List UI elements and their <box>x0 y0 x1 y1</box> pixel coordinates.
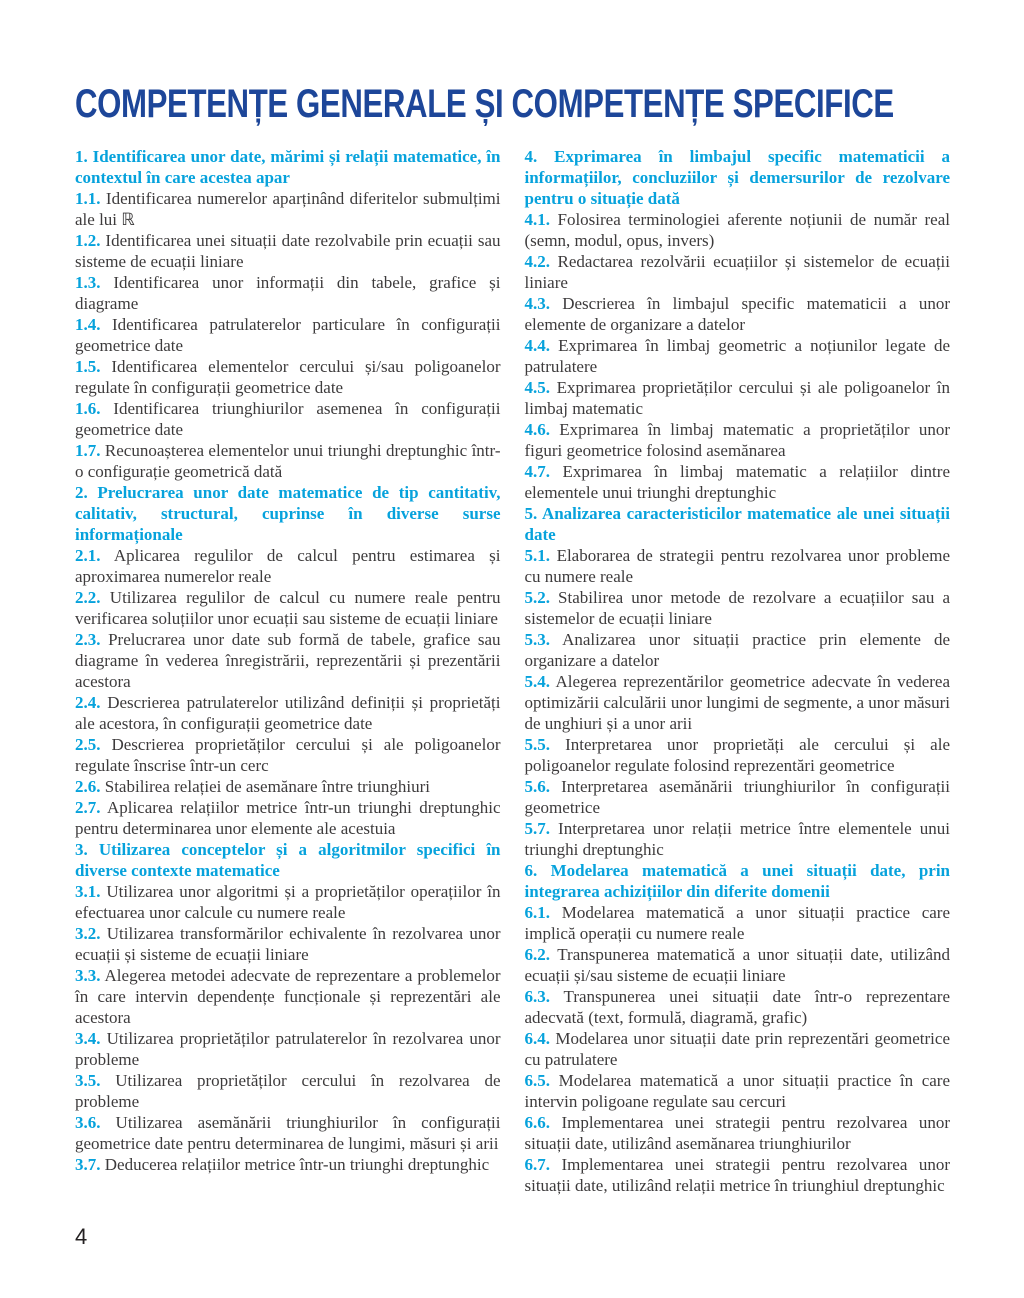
competence-section <box>525 860 951 1196</box>
item-number: 2.2. <box>75 588 101 607</box>
item-number: 1.2. <box>75 231 101 250</box>
section-heading: 1. Identificarea unor date, mărimi și relații matematice, în contextul în care acestea apar <box>75 147 501 187</box>
item-number: 1.7. <box>75 441 101 460</box>
competence-item <box>525 734 951 776</box>
competence-item <box>75 1112 501 1154</box>
item-number: 4.3. <box>524 294 550 313</box>
competence-section <box>75 839 501 1175</box>
item-text: Descrierea patrulaterelor utilizând definiții și proprietăți ale acestora, în configurații geometrice date <box>75 693 501 733</box>
competence-item <box>75 587 501 629</box>
item-text: Identificarea patrulaterelor particulare în configurații geometrice date <box>75 315 501 355</box>
competence-item <box>525 944 951 986</box>
competence-item <box>75 398 501 440</box>
item-text: Descrierea în limbajul specific matematicii a unor elemente de organizare a datelor <box>524 294 950 334</box>
competence-item <box>75 797 501 839</box>
competence-item <box>525 209 951 251</box>
competence-item <box>525 671 951 734</box>
item-number: 1.5. <box>75 357 101 376</box>
item-text: Exprimarea în limbaj geometric a noțiunilor legate de patrulatere <box>524 336 950 376</box>
item-text: Exprimarea în limbaj matematic a relațiilor dintre elementele unui triunghi dreptunghic <box>524 462 950 502</box>
competence-item <box>75 923 501 965</box>
left-column <box>75 146 501 1196</box>
item-number: 3.1. <box>75 882 101 901</box>
item-number: 6.5. <box>524 1071 550 1090</box>
item-number: 3.7. <box>75 1155 101 1174</box>
item-number: 4.1. <box>524 210 550 229</box>
item-text: Identificarea unei situații date rezolvabile prin ecuații sau sisteme de ecuații liniare <box>75 231 501 271</box>
item-text: Identificarea triunghiurilor asemenea în configurații geometrice date <box>75 399 501 439</box>
competence-section <box>75 482 501 839</box>
competence-section <box>525 503 951 860</box>
item-number: 5.6. <box>524 777 550 796</box>
item-number: 3.6. <box>75 1113 101 1132</box>
item-number: 3.4. <box>75 1029 101 1048</box>
item-text: Interpretarea unor relații metrice între elementele unui triunghi dreptunghic <box>524 819 950 859</box>
competence-item <box>75 188 501 230</box>
item-number: 2.5. <box>75 735 101 754</box>
competence-item <box>75 965 501 1028</box>
competence-item <box>525 776 951 818</box>
item-number: 6.3. <box>524 987 550 1006</box>
competence-item <box>525 1070 951 1112</box>
competence-item <box>525 629 951 671</box>
right-column <box>525 146 951 1196</box>
item-number: 2.7. <box>75 798 101 817</box>
item-number: 2.6. <box>75 777 101 796</box>
competence-item <box>525 377 951 419</box>
item-text: Utilizarea unor algoritmi și a proprietăților operațiilor în efectuarea unor calcule cu numere reale <box>75 882 501 922</box>
item-text: Descrierea proprietăților cercului și ale poligoanelor regulate înscrise într-un cerc <box>75 735 501 775</box>
item-text: Modelarea matematică a unor situații practice în care intervin poligoane regulate sau cercuri <box>524 1071 950 1111</box>
competence-item <box>525 335 951 377</box>
item-number: 4.5. <box>524 378 550 397</box>
item-number: 2.4. <box>75 693 101 712</box>
item-text: Aplicarea relațiilor metrice într-un triunghi dreptunghic pentru determinarea unor elemente ale acestuia <box>75 798 501 838</box>
competence-item <box>525 587 951 629</box>
competence-section <box>75 146 501 482</box>
competence-section <box>525 146 951 503</box>
competence-item <box>75 734 501 776</box>
competence-item <box>75 356 501 398</box>
competence-item <box>525 293 951 335</box>
item-text: Interpretarea asemănării triunghiurilor în configurații geometrice <box>524 777 950 817</box>
competence-item <box>75 1154 501 1175</box>
competence-item <box>525 461 951 503</box>
section-heading: 6. Modelarea matematică a unei situații date, prin integrarea achizițiilor din diferite domenii <box>524 861 950 901</box>
competence-item <box>525 1028 951 1070</box>
section-heading: 2. Prelucrarea unor date matematice de tip cantitativ, calitativ, structural, cuprinse în diverse surse informaționale <box>75 483 501 544</box>
item-number: 6.6. <box>524 1113 550 1132</box>
section-heading: 4. Exprimarea în limbajul specific matematicii a informațiilor, concluziilor și demersurilor de rezolvare pentru o situație dată <box>524 147 950 208</box>
item-text: Utilizarea asemănării triunghiurilor în configurații geometrice date pentru determinarea de lungimi, măsuri și arii <box>75 1113 501 1153</box>
competence-item <box>75 776 501 797</box>
item-number: 6.7. <box>524 1155 550 1174</box>
competence-item <box>75 629 501 692</box>
item-number: 1.3. <box>75 273 101 292</box>
item-text: Folosirea terminologiei aferente noțiunii de număr real (semn, modul, opus, invers) <box>524 210 950 250</box>
item-text: Stabilirea relației de asemănare între triunghiuri <box>100 777 430 796</box>
item-text: Identificarea elementelor cercului și/sau poligoanelor regulate în configurații geometrice date <box>75 357 501 397</box>
item-number: 5.5. <box>524 735 550 754</box>
item-text: Utilizarea proprietăților patrulaterelor în rezolvarea unor probleme <box>75 1029 501 1069</box>
item-text: Redactarea rezolvării ecuațiilor și sistemelor de ecuații liniare <box>524 252 950 292</box>
item-number: 5.1. <box>524 546 550 565</box>
competence-item <box>525 902 951 944</box>
item-text: Transpunerea matematică a unor situații date, utilizând ecuații și/sau sisteme de ecuații liniare <box>524 945 950 985</box>
item-text: Modelarea matematică a unor situații practice care implică operații cu numere reale <box>524 903 950 943</box>
item-text: Stabilirea unor metode de rezolvare a ecuațiilor sau a sistemelor de ecuații liniare <box>524 588 950 628</box>
competence-item <box>525 251 951 293</box>
item-text: Aplicarea regulilor de calcul pentru estimarea și aproximarea numerelor reale <box>75 546 501 586</box>
item-number: 1.6. <box>75 399 101 418</box>
item-text: Elaborarea de strategii pentru rezolvarea unor probleme cu numere reale <box>524 546 950 586</box>
item-text: Deducerea relațiilor metrice într-un triunghi dreptunghic <box>100 1155 490 1174</box>
item-text: Utilizarea transformărilor echivalente în rezolvarea unor ecuații și sisteme de ecuații liniare <box>75 924 501 964</box>
item-text: Identificarea unor informații din tabele, grafice și diagrame <box>75 273 501 313</box>
competence-item <box>75 314 501 356</box>
competence-item <box>525 545 951 587</box>
item-number: 5.2. <box>524 588 550 607</box>
item-text: Recunoașterea elementelor unui triunghi dreptunghic într-o configurație geometrică dată <box>75 441 501 481</box>
item-number: 6.4. <box>524 1029 550 1048</box>
item-number: 5.7. <box>524 819 550 838</box>
competence-item <box>525 419 951 461</box>
item-text: Identificarea numerelor aparținând diferitelor submulțimi ale lui ℝ <box>75 189 501 229</box>
page-title: COMPETENȚE GENERALE ȘI COMPETENȚE SPECIFICE <box>75 82 894 126</box>
item-text: Modelarea unor situații date prin reprezentări geometrice cu patrulatere <box>524 1029 950 1069</box>
item-text: Exprimarea proprietăților cercului și ale poligoanelor în limbaj matematic <box>524 378 950 418</box>
item-number: 2.3. <box>75 630 101 649</box>
item-number: 5.4. <box>524 672 550 691</box>
two-column-layout <box>75 146 950 1196</box>
item-text: Analizarea unor situații practice prin elemente de organizare a datelor <box>524 630 950 670</box>
item-number: 4.4. <box>524 336 550 355</box>
section-heading: 5. Analizarea caracteristicilor matematice ale unei situații date <box>524 504 950 544</box>
item-text: Alegerea reprezentărilor geometrice adecvate în vederea optimizării calculării unor lungimi de segmente, a unor măsuri de unghiuri și a unor arii <box>524 672 950 733</box>
competence-item <box>75 440 501 482</box>
item-text: Interpretarea unor proprietăți ale cercului și ale poligoanelor regulate folosind reprezentări geometrice <box>524 735 950 775</box>
item-text: Alegerea metodei adecvate de reprezentare a problemelor în care intervin dependențe funcționale și reprezentări ale acestora <box>75 966 501 1027</box>
item-number: 2.1. <box>75 546 101 565</box>
competence-item <box>525 818 951 860</box>
item-text: Utilizarea proprietăților cercului în rezolvarea de probleme <box>75 1071 501 1111</box>
item-number: 3.3. <box>75 966 101 985</box>
item-text: Implementarea unei strategii pentru rezolvarea unor situații date, utilizând asemănarea triunghiurilor <box>524 1113 950 1153</box>
competence-item <box>525 1112 951 1154</box>
item-number: 5.3. <box>524 630 550 649</box>
competence-item <box>75 545 501 587</box>
item-number: 3.2. <box>75 924 101 943</box>
competence-item <box>75 692 501 734</box>
competence-item <box>75 230 501 272</box>
competence-item <box>75 1070 501 1112</box>
competence-item <box>75 1028 501 1070</box>
item-text: Utilizarea regulilor de calcul cu numere reale pentru verificarea soluțiilor unor ecuații sau sisteme de ecuații liniare <box>75 588 501 628</box>
item-text: Transpunerea unei situații date într-o reprezentare adecvată (text, formulă, diagramă, grafic) <box>524 987 950 1027</box>
competence-item <box>75 272 501 314</box>
item-number: 1.4. <box>75 315 101 334</box>
item-text: Prelucrarea unor date sub formă de tabele, grafice sau diagrame în vederea înregistrării, reprezentării și prezentării acestora <box>75 630 501 691</box>
competence-item <box>525 986 951 1028</box>
item-text: Implementarea unei strategii pentru rezolvarea unor situații date, utilizând relații metrice în triunghiul dreptunghic <box>524 1155 950 1195</box>
section-heading: 3. Utilizarea conceptelor și a algoritmilor specifici în diverse contexte matematice <box>75 840 501 880</box>
competence-item <box>75 881 501 923</box>
item-number: 3.5. <box>75 1071 101 1090</box>
item-number: 4.6. <box>524 420 550 439</box>
competence-item <box>525 1154 951 1196</box>
item-number: 6.2. <box>524 945 550 964</box>
item-number: 4.2. <box>524 252 550 271</box>
item-text: Exprimarea în limbaj matematic a proprietăților unor figuri geometrice folosind asemănarea <box>524 420 950 460</box>
item-number: 1.1. <box>75 189 101 208</box>
item-number: 6.1. <box>524 903 550 922</box>
item-number: 4.7. <box>524 462 550 481</box>
page-number: 4 <box>75 1224 88 1249</box>
